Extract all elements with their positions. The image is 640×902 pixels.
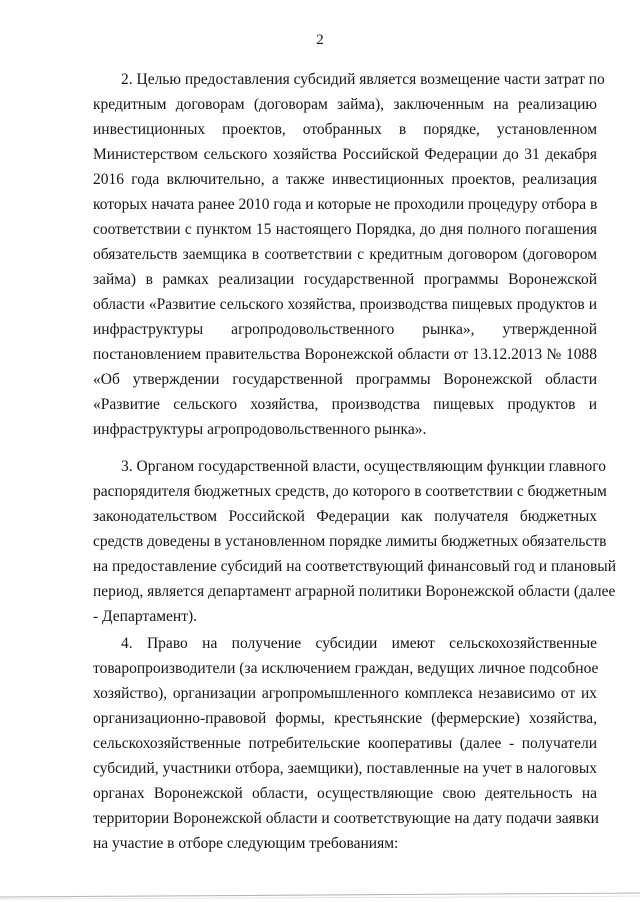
- paragraph-2-line: «Об утверждении государственной программы Воронежской области: [93, 371, 597, 388]
- paragraph-4-line: субсидий, участники отбора, заемщики), поставленные на учет в налоговых: [93, 760, 597, 777]
- paragraph-2-line: «Развитие сельского хозяйства, производства пищевых продуктов и: [93, 396, 597, 413]
- page-number: 2: [316, 32, 324, 48]
- paragraph-3-line: на предоставление субсидий на соответствующий финансовый год и плановый: [93, 558, 616, 575]
- paragraph-2-line: 2. Целью предоставления субсидий является возмещение части затрат по: [121, 71, 605, 88]
- paragraph-3-line: 3. Органом государственной власти, осуществляющим функции главного: [121, 458, 607, 475]
- paragraph-2-line: 2016 года включительно, а также инвестиционных проектов, реализация: [93, 171, 597, 188]
- paragraph-3-line: - Департамент).: [93, 608, 198, 625]
- paragraph-2-line: обязательств заемщика в соответствии с кредитным договором (договором: [93, 246, 597, 263]
- paragraph-2-line: инвестиционных проектов, отобранных в порядке, установленном: [93, 121, 597, 138]
- paragraph-3-line: средств доведены в установленном порядке лимиты бюджетных обязательств: [93, 533, 607, 550]
- paragraph-2-line: инфраструктуры агропродовольственного рынка».: [93, 421, 427, 438]
- paragraph-4-line: территории Воронежской области и соответствующие на дату подачи заявки: [93, 810, 599, 827]
- paragraph-4-line: на участие в отборе следующим требованиям:: [93, 835, 399, 852]
- paragraph-4-line: органах Воронежской области, осуществляющие свою деятельность на: [93, 785, 597, 802]
- paragraph-4-line: организационно-правовой формы, крестьянские (фермерские) хозяйства,: [93, 710, 597, 727]
- paragraph-2-line: инфраструктуры агропродовольственного рынка», утвержденной: [93, 321, 597, 338]
- paragraph-3-line: законодательством Российской Федерации как получателя бюджетных: [93, 508, 597, 525]
- paragraph-2-line: займа) в рамках реализации государственной программы Воронежской: [93, 271, 597, 288]
- paragraph-4-line: товаропроизводители (за исключением граждан, ведущих личное подсобное: [93, 660, 599, 677]
- scan-edge-artifact: [0, 888, 640, 902]
- paragraph-2-line: соответствии с пунктом 15 настоящего Порядка, до дня полного погашения: [93, 221, 597, 238]
- paragraph-4-line: сельскохозяйственные потребительские кооперативы (далее - получатели: [93, 735, 597, 752]
- paragraph-2-line: Министерством сельского хозяйства Российской Федерации до 31 декабря: [93, 146, 597, 163]
- paragraph-2-line: которых начата ранее 2010 года и которые не проходили процедуру отбора в: [93, 196, 598, 213]
- paragraph-4-line: 4. Право на получение субсидии имеют сельскохозяйственные: [121, 635, 597, 652]
- paragraph-2-line: постановлением правительства Воронежской области от 13.12.2013 № 1088: [93, 346, 597, 363]
- paragraph-4-line: хозяйство), организации агропромышленного комплекса независимо от их: [93, 685, 597, 702]
- paragraph-2-line: области «Развитие сельского хозяйства, производства пищевых продуктов и: [93, 296, 597, 313]
- paragraph-3-line: распорядителя бюджетных средств, до которого в соответствии с бюджетным: [93, 483, 607, 500]
- paragraph-3-line: период, является департамент аграрной политики Воронежской области (далее: [93, 583, 616, 600]
- paragraph-2-line: кредитным договорам (договорам займа), заключенным на реализацию: [93, 96, 597, 113]
